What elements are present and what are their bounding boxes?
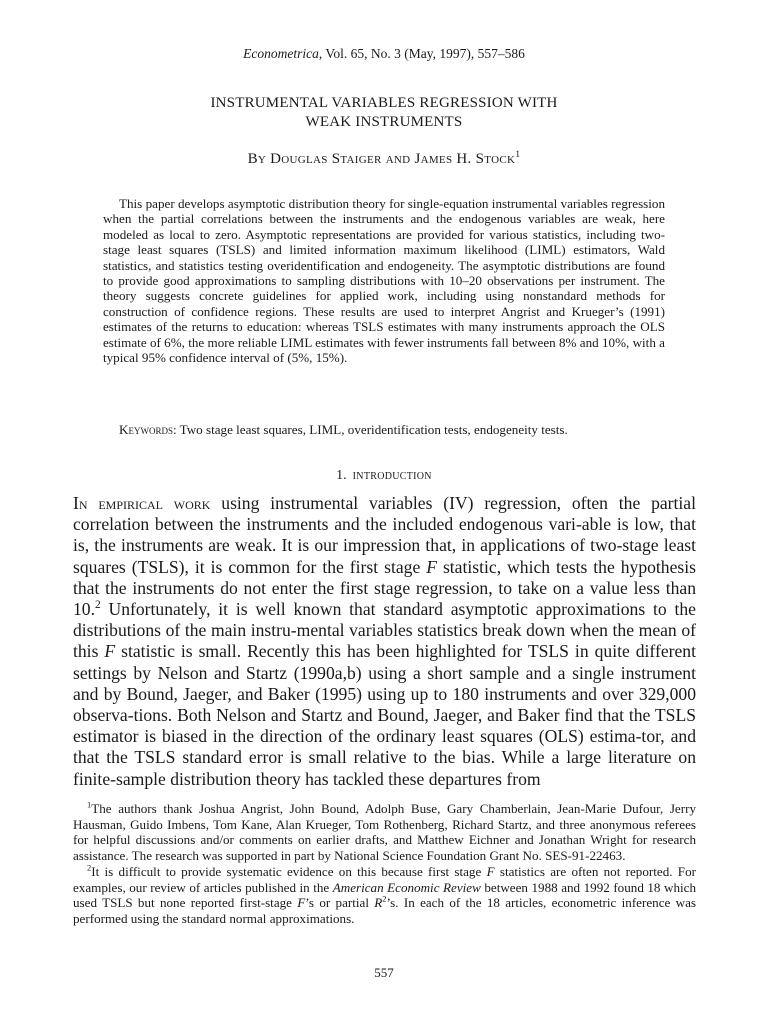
footnote-2-r-symbol: R: [374, 895, 383, 910]
intro-f-symbol-1: F: [426, 556, 437, 577]
keywords: [103, 422, 665, 437]
footnote-2: [73, 864, 696, 926]
intro-text-2: statistic, which tests the hypothesis that the instruments do not enter the first stage regression, to take on a value less than 10.: [73, 556, 696, 620]
footnote-2-text-a: It is difficult to provide systematic evidence on this because first stage: [91, 864, 487, 879]
journal-citation: , Vol. 65, No. 3 (May, 1997), 557–586: [318, 46, 525, 61]
intro-text-4: statistic is small. Recently this has been highlighted for TSLS in quite different settings by Nelson and Startz (1990a,b) using a short sample and a single instrument and by Bound, Jaeger, and Baker (1995) using up to 180 instruments and over 329,000 observa-tions. Both Nelson and Startz and Bound, Jaeger, and Baker find that the TSLS estimator is biased in the direction of the ordinary least squares (OLS) estima-tor, and that the TSLS standard error is small relative to the bias. While a large literature on finite-sample distribution theory has tackled these departures from: [73, 641, 696, 789]
intro-footnote-mark: 2: [95, 599, 101, 612]
page-number: 557: [374, 965, 394, 980]
title-line-2: WEAK INSTRUMENTS: [305, 114, 463, 130]
footnote-2-text-b: statistics are often not reported. For examples, our review of articles published in the: [73, 864, 696, 895]
footnote-2-f-symbol-2: F: [297, 895, 306, 910]
intro-paragraph: [73, 493, 696, 790]
intro-text-3: Unfortunately, it is well known that standard asymptotic approximations to the distributions of the main instru-mental variables statistics break down when the mean of this: [73, 599, 696, 662]
footnote-1-mark: 1: [87, 799, 92, 810]
keywords-label: Keywords:: [119, 422, 177, 437]
footnote-1: [73, 801, 696, 863]
abstract: This paper develops asymptotic distribution theory for single-equation instrumental variables regression when the partial correlations between the instruments and the endogenous variables are weak, here modeled as local to zero. Asymptotic representations are provided for various statistics, including two-stage least squares (TSLS) and limited information maximum likelihood (LIML) estimators, Wald statistics, and statistics testing overidentification and endogeneity. The asymptotic distributions are found to provide good approximations to sampling distributions with 10–20 observations per instrument. The theory suggests concrete guidelines for applied work, including using nonstandard methods for construction of confidence regions. These results are used to interpret Angrist and Krueger’s (1991) estimates of the returns to education: whereas TSLS estimates with many instruments approach the OLS estimate of 6%, the more reliable LIML estimates with fewer instruments fall between 8% and 10%, with a typical 95% confidence interval of (5%, 15%).: [103, 196, 665, 366]
footnotes: [73, 801, 696, 927]
section-heading: [0, 468, 768, 484]
title-line-1: INSTRUMENTAL VARIABLES REGRESSION WITH: [210, 95, 558, 111]
footnote-2-text-d: ’s or partial: [305, 895, 375, 910]
keywords-text: Two stage least squares, LIML, overidentification tests, endogeneity tests.: [176, 422, 568, 437]
journal-header: [0, 46, 768, 62]
author-line: [0, 151, 768, 168]
section-number: 1.: [336, 468, 347, 483]
author-footnote-mark: 1: [515, 149, 521, 160]
footnote-2-mark: 2: [87, 862, 92, 873]
footnote-2-text-e: ’s. In each of the 18 articles, econometric inference was performed using the standard normal approximations.: [73, 895, 696, 926]
footnote-2-text-c: between 1988 and 1992 found 18 which used TSLS but none reported first-stage: [73, 879, 696, 910]
journal-name: Econometrica: [243, 46, 319, 61]
section-title: introduction: [352, 468, 432, 483]
intro-f-symbol-2: F: [104, 641, 116, 662]
footnote-2-r-superscript: 2: [382, 893, 387, 904]
footnote-1-text: The authors thank Joshua Angrist, John Bound, Adolph Buse, Gary Chamberlain, Jean-Marie Dufour, Jerry Hausman, Guido Imbens, Tom Kane, Alan Krueger, Tom Rothenberg, Richard Startz, and three anonymous referees for helpful discussions and/or comments on earlier drafts, and Matthew Eichner and Jonathan Wright for research assistance. The research was supported in part by National Science Foundation Grant No. SES-91-22463.: [73, 801, 696, 863]
footnote-2-journal: American Economic Review: [332, 879, 481, 895]
intro-text-1: using instrumental variables (IV) regression, often the partial correlation between the instruments and the included endogenous vari-able is low, that is, the instruments are weak. It is our impression that, in applications of two-stage least squares (TSLS), it is common for the first stage: [73, 493, 697, 577]
footnote-2-f-symbol: F: [486, 864, 495, 879]
paper-title: [0, 94, 768, 132]
author-names: By Douglas Staiger and James H. Stock: [247, 151, 516, 167]
intro-lead: In empirical work: [73, 493, 211, 513]
